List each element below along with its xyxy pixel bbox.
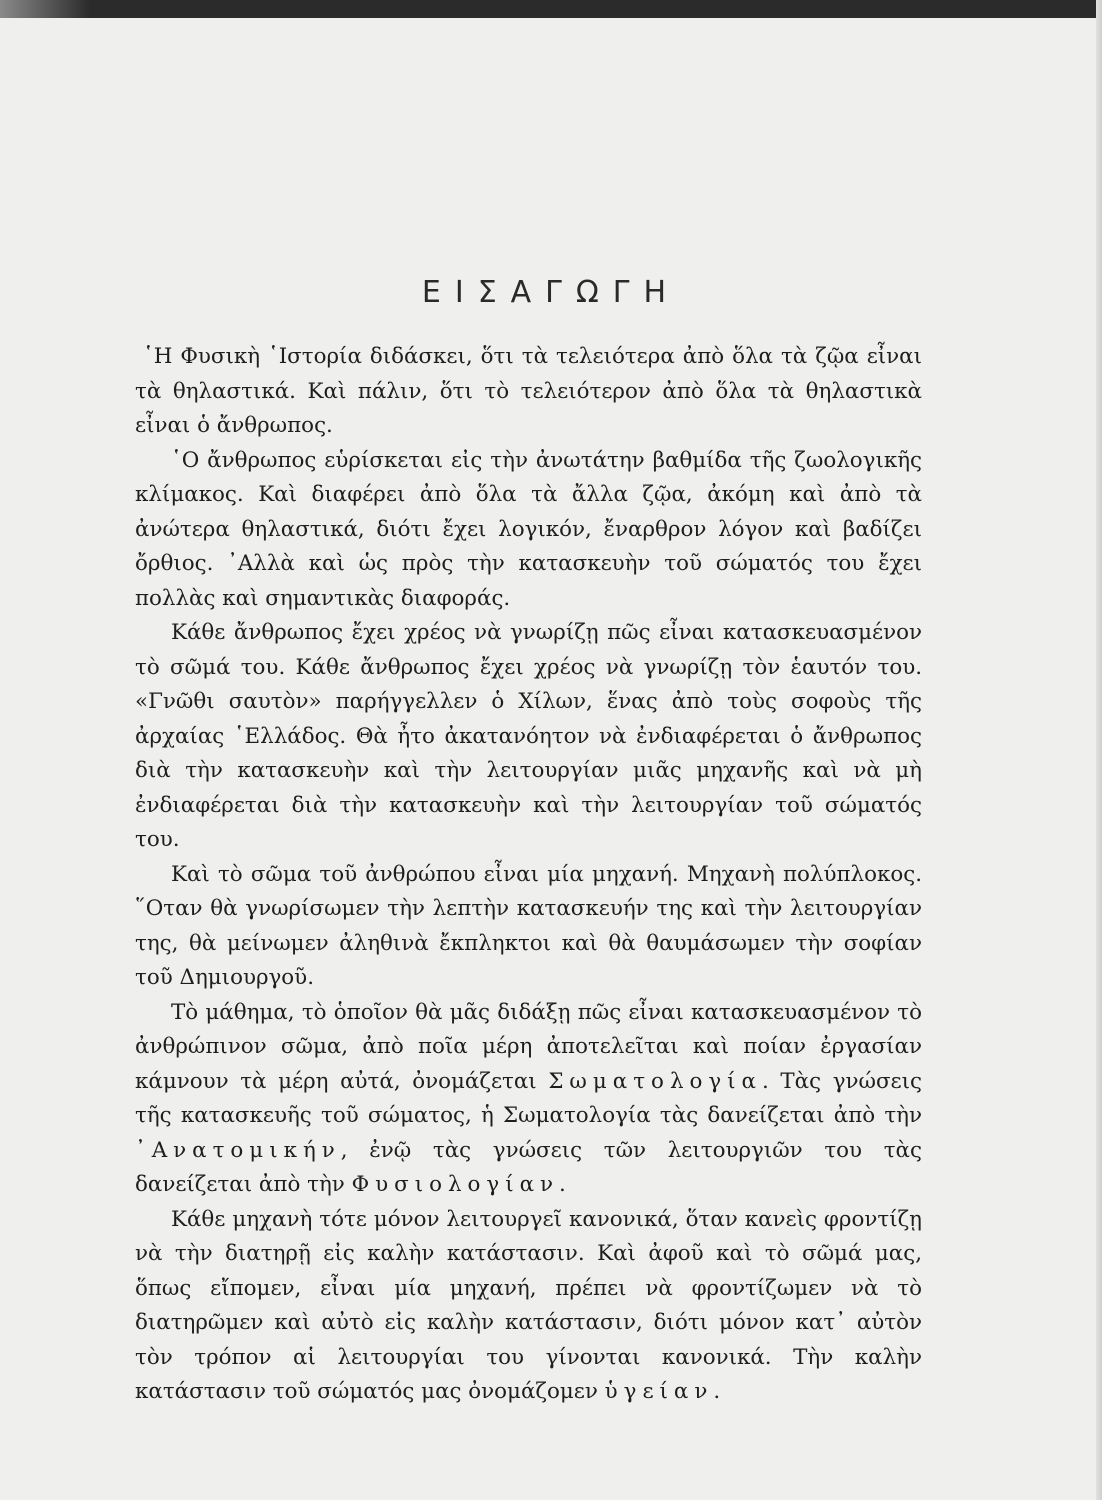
paragraph-5-text-d: . xyxy=(559,1172,566,1197)
paragraph-6-text-b: . xyxy=(713,1379,721,1404)
scan-right-edge xyxy=(1096,0,1102,1500)
term-somatologia: Σωματολογία xyxy=(548,1068,762,1094)
paragraph-5 xyxy=(135,996,922,1203)
body-text xyxy=(135,340,922,1410)
paragraph-6 xyxy=(135,1203,922,1410)
paragraph-5-text-b: . Τὰς γνώσεις τῆς κατασκευῆς τοῦ σώματος, ἡ Σωματολογία τὰς δανείζεται ἀπὸ τὴν xyxy=(135,1068,923,1128)
paragraph-6-text-a: Κάθε μηχανὴ τότε μόνον λειτουργεῖ κανονικά, ὅταν κανεὶς φροντίζῃ νὰ τὴν διατηρῇ εἰς καλὴν κατάστασιν. Καὶ ἀφοῦ καὶ τὸ σῶμά μας, ὅπως εἴπομεν, εἶναι μία μηχανή, πρέπει νὰ φροντίζωμεν νὰ τὸ διατηρῶμεν καὶ αὐτὸ εἰς καλὴν κατάστασιν, διότι μόνον κατ᾿ αὐτὸν τὸν τρόπον αἱ λειτουργίαι του γίνονται κανονικά. Τὴν καλὴν κατάστασιν τοῦ σώματός μας ὀνομάζομεν xyxy=(135,1206,922,1404)
paragraph-5-text-a: Τὸ μάθημα, τὸ ὁποῖον θὰ μᾶς διδάξῃ πῶς εἶναι κατασκευασμένον τὸ ἀνθρώπινον σῶμα, ἀπὸ ποῖα μέρη ἀποτελεῖται καὶ ποίαν ἐργασίαν κάμνουν τὰ μέρη αὐτά, ὀνομάζεται xyxy=(135,999,922,1094)
paragraph-3: Κάθε ἄνθρωπος ἔχει χρέος νὰ γνωρίζῃ πῶς εἶναι κατασκευασμένον τὸ σῶμά του. Κάθε ἄνθρωπος ἔχει χρέος νὰ γνωρίζῃ τὸν ἑαυτόν του. «Γνῶθι σαυτὸν» παρήγγελλεν ὁ Χίλων, ἕνας ἀπὸ τοὺς σοφοὺς τῆς ἀρχαίας ῾Ελλάδος. Θὰ ἦτο ἀκατανόητον νὰ ἐνδιαφέρεται ὁ ἄνθρωπος διὰ τὴν κατασκευὴν καὶ τὴν λειτουργίαν μιᾶς μηχανῆς καὶ νὰ μὴ ἐνδιαφέρεται διὰ τὴν κατασκευὴν καὶ τὴν λειτουργίαν τοῦ σώματός του. xyxy=(135,620,922,852)
paragraph-1: ῾Η Φυσικὴ ῾Ιστορία διδάσκει, ὅτι τὰ τελειότερα ἀπὸ ὅλα τὰ ζῷα εἶναι τὰ θηλαστικά. Καὶ πάλιν, ὅτι τὸ τελειότερον ἀπὸ ὅλα τὰ θηλαστικὰ εἶναι ὁ ἄνθρωπος. xyxy=(135,344,922,438)
paragraph-4: Καὶ τὸ σῶμα τοῦ ἀνθρώπου εἶναι μία μηχανή. Μηχανὴ πολύπλοκος. ῞Οταν θὰ γνωρίσωμεν τὴν λεπτὴν κατασκευήν της καὶ τὴν λειτουργίαν της, θὰ μείνωμεν ἀληθινὰ ἔκπληκτοι καὶ θὰ θαυμάσωμεν τὴν σοφίαν τοῦ Δημιουργοῦ. xyxy=(135,861,922,990)
scan-top-border xyxy=(0,0,1102,18)
term-ygeia: ὑγείαν xyxy=(604,1379,714,1404)
paragraph-5-text-c: , ἐνῷ τὰς γνώσεις τῶν λειτουργιῶν του τὰς δανείζεται ἀπὸ τὴν xyxy=(135,1137,922,1197)
scan-corner-shade xyxy=(0,0,90,18)
paragraph-2: ῾Ο ἄνθρωπος εὑρίσκεται εἰς τὴν ἀνωτάτην βαθμίδα τῆς ζωολογικῆς κλίμακος. Καὶ διαφέρει ἀπὸ ὅλα τὰ ἄλλα ζῷα, ἀκόμη καὶ ἀπὸ τὰ ἀνώτερα θηλαστικά, διότι ἔχει λογικόν, ἔναρθρον λόγον καὶ βαδίζει ὄρθιος. ᾿Αλλὰ καὶ ὡς πρὸς τὴν κατασκευὴν τοῦ σώματός του ἔχει πολλὰς καὶ σημαντικὰς διαφοράς. xyxy=(135,447,922,611)
term-fysiologia: Φυσιολογίαν xyxy=(351,1172,560,1197)
page-title: ΕΙΣΑΓΩΓΗ xyxy=(421,275,681,311)
term-anatomiki: ᾿Ανατομικήν xyxy=(135,1137,341,1163)
